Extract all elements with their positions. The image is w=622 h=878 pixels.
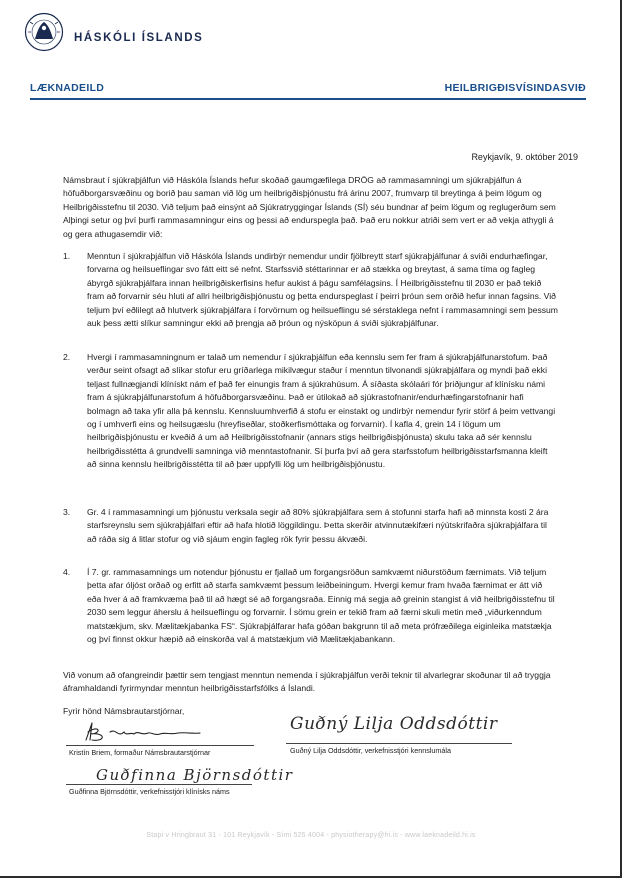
signature-line xyxy=(286,743,512,744)
list-item xyxy=(63,566,558,646)
signature-gudny-oddsdottir: Guðný Lilja Oddsdóttir xyxy=(290,714,498,734)
signature-kristin-briem xyxy=(78,720,228,746)
faculty-name: LÆKNADEILD xyxy=(30,82,105,94)
list-item xyxy=(63,351,558,472)
list-item xyxy=(63,506,558,546)
list-item-text: Hvergi í rammasamningnum er talað um nemendur í sjúkraþjálfun eða kennslu sem fer fram á sjúkraþjálfunarstofum. Það verður seint ofsagt að slíkar stofur eru gríðarlega mikilvægur staður í menntun tilvonandi sjúkraþjálfara og myndi það ekki teljast fullnægjandi klínískt nám ef það fer einungis fram á sjúkrahúsum. Á síðasta skólaári fór þriðjungur af klínísku námi fram á sjúkraþjálfunarstofum á höfuðborgarsvæðinu. Það er útilokað að sjúkrastofnanir/endurhæfingarstofnanir hafi bolmagn að taka yfir alla þá kennslu. Kennsluumhverfið á stofu er einstakt og undirbýr nemendur fyrir störf á þeim vettvangi og í umhverfi eins og heilsugæslu (hreyfiseðlar, stoðkerfismóttaka og forvarnir). Í kafla 4, grein 14 í lögum um heilbrigðisþjónustu er kveðið á um að Heilbrigðisstofnanir (annars stigs heilbrigðisþjónusta) skulu taka að sér kennslu heilbrigðisstétta á grundvelli samninga við menntastofnanir. Sí þurfa því að gera starfsstofum heilbrigðisstarfsmanna kleift að sinna kennslu heilbrigðisstétta til að þær uppfylli lög um heilbrigðisþjónustu. xyxy=(87,352,556,470)
school-name: HEILBRIGÐISVÍSINDASVIÐ xyxy=(444,82,586,94)
signature-caption: Guðný Lilja Oddsdóttir, verkefnisstjóri kennslumála xyxy=(290,746,451,755)
page-footer: Stapi v Hringbraut 31 - 101 Reykjavík - Sími 525 4004 - physiotherapy@hi.is - www.laeknadeild.hi.is xyxy=(146,832,476,839)
list-item-text: Gr. 4 í rammasamningi um þjónustu verksala segir að 80% sjúkraþjálfara sem á stofunni starfa hafi að minnsta kosti 2 ára starfsreynslu sem sjúkraþjálfari eftir að hafa hlotið löggildingu. Þetta skerðir atvinnutækifæri nýútskrifaðra sjúkraþjálfara til að ráða sig á litlar stofur og við sjáum engin fagleg rök fyrir þessu ákvæði. xyxy=(87,507,549,544)
signature-line xyxy=(66,784,252,785)
closing-greeting: Fyrir hönd Námsbrautarstjórnar, xyxy=(63,706,185,716)
signature-gudfinna-bjornsdottir: Guðfinna Björnsdóttir xyxy=(96,766,294,784)
list-item-number: 4. xyxy=(63,567,71,577)
list-item-number: 1. xyxy=(63,251,71,261)
list-item-number: 2. xyxy=(63,352,71,362)
signature-caption: Guðfinna Björnsdóttir, verkefnisstjóri klínísks náms xyxy=(69,787,230,796)
signature-line xyxy=(66,745,254,746)
intro-paragraph: Námsbraut í sjúkraþjálfun við Háskóla Íslands hefur skoðað gaumgæfilega DRÖG að rammasamningi um sjúkraþjálfun á höfuðborgarsvæðinu og borið þau saman við lög um heilbrigðisþjónustu frá árinu 2007, frumvarp til breytinga á þeim lögum og Heilbrigðisstefnu til 2030. Við teljum það einsýnt að Sjúkratryggingar Íslands (SÍ) séu bundnar af þeim lögum og reglugerðum sem Alþingi setur og því þurfi rammasamningur eins og þessi að endurspegla það. Það eru nokkur atriði sem vert er að vekja athygli á og gera athugasemdir við: xyxy=(63,175,556,239)
signature-caption: Kristín Briem, formaður Námsbrautarstjórnar xyxy=(69,748,211,757)
list-item-text: Menntun í sjúkraþjálfun við Háskóla Íslands undirbýr nemendur undir fjölbreytt starf sjúkraþjálfunar á sviði endurhæfingar, forvarna og heilsueflingar svo fátt eitt sé nefnt. Starfssvið stéttarinnar er að stækka og breytast, á sama tíma og fagleg ábyrgð sjúkraþjálfara innan heilbrigðiskerfisins hefur aukist á þágu samfélagsins. Í Heilbrigðisstefnu til 2030 er það tekið fram að forvarnir séu hluti af allri heilbrigðisþjónustu og þetta endurspeglast í þeirri þróun sem orðið hefur innan fagsins. Við teljum því eðlilegt að hlutverk sjúkraþjálfara í forvörnum og heilsueflingu sé sérstaklega nefnt í rammasamningi sem þessum auk þess ætti slíkur samningur ekki að þrengja að þróun og nýsköpun á sviði sjúkraþjálfunar. xyxy=(87,251,558,329)
list-item xyxy=(63,250,558,330)
list-item-number: 3. xyxy=(63,507,71,517)
list-item-text: Í 7. gr. rammasamnings um notendur þjónustu er fjallað um forgangsröðun samkvæmt niðurstöðum færnimats. Við teljum þetta afar óljóst orðað og erfitt að starfa samkvæmt þessum leiðbeiningum. Hvergi kemur fram hvaða færnimat er átt við eða hver á að framkvæma það til að hægt sé að forgangsraða. Einnig má segja að greinin stangist á við heilbrigðisstefnu til 2030 sem leggur áherslu á heilsueflingu og forvarnir. Í sömu grein er tekið fram að færni skuli metin með „viðurkenndum matstækjum, skv. Mælitækjabanka FS“. Sjúkraþjálfarar hafa góðan bakgrunn til að meta prófræðilega eiginleika matstækja og því finnst okkur hæpið að einskorða val á matstækjum við Mælitækjabankann. xyxy=(87,567,555,645)
closing-paragraph: Við vonum að ofangreindir þættir sem tengjast menntun nemenda í sjúkraþjálfun verði teknir til alvarlegrar skoðunar til að tryggja áframhaldandi fyrirmyndar menntun heilbrigðisstarfsfólks á Íslandi. xyxy=(63,670,551,694)
institution-name: HÁSKÓLI ÍSLANDS xyxy=(74,32,204,44)
university-seal-icon xyxy=(24,12,64,52)
letter-date: Reykjavík, 9. október 2019 xyxy=(471,152,578,162)
header-rule xyxy=(30,98,586,100)
